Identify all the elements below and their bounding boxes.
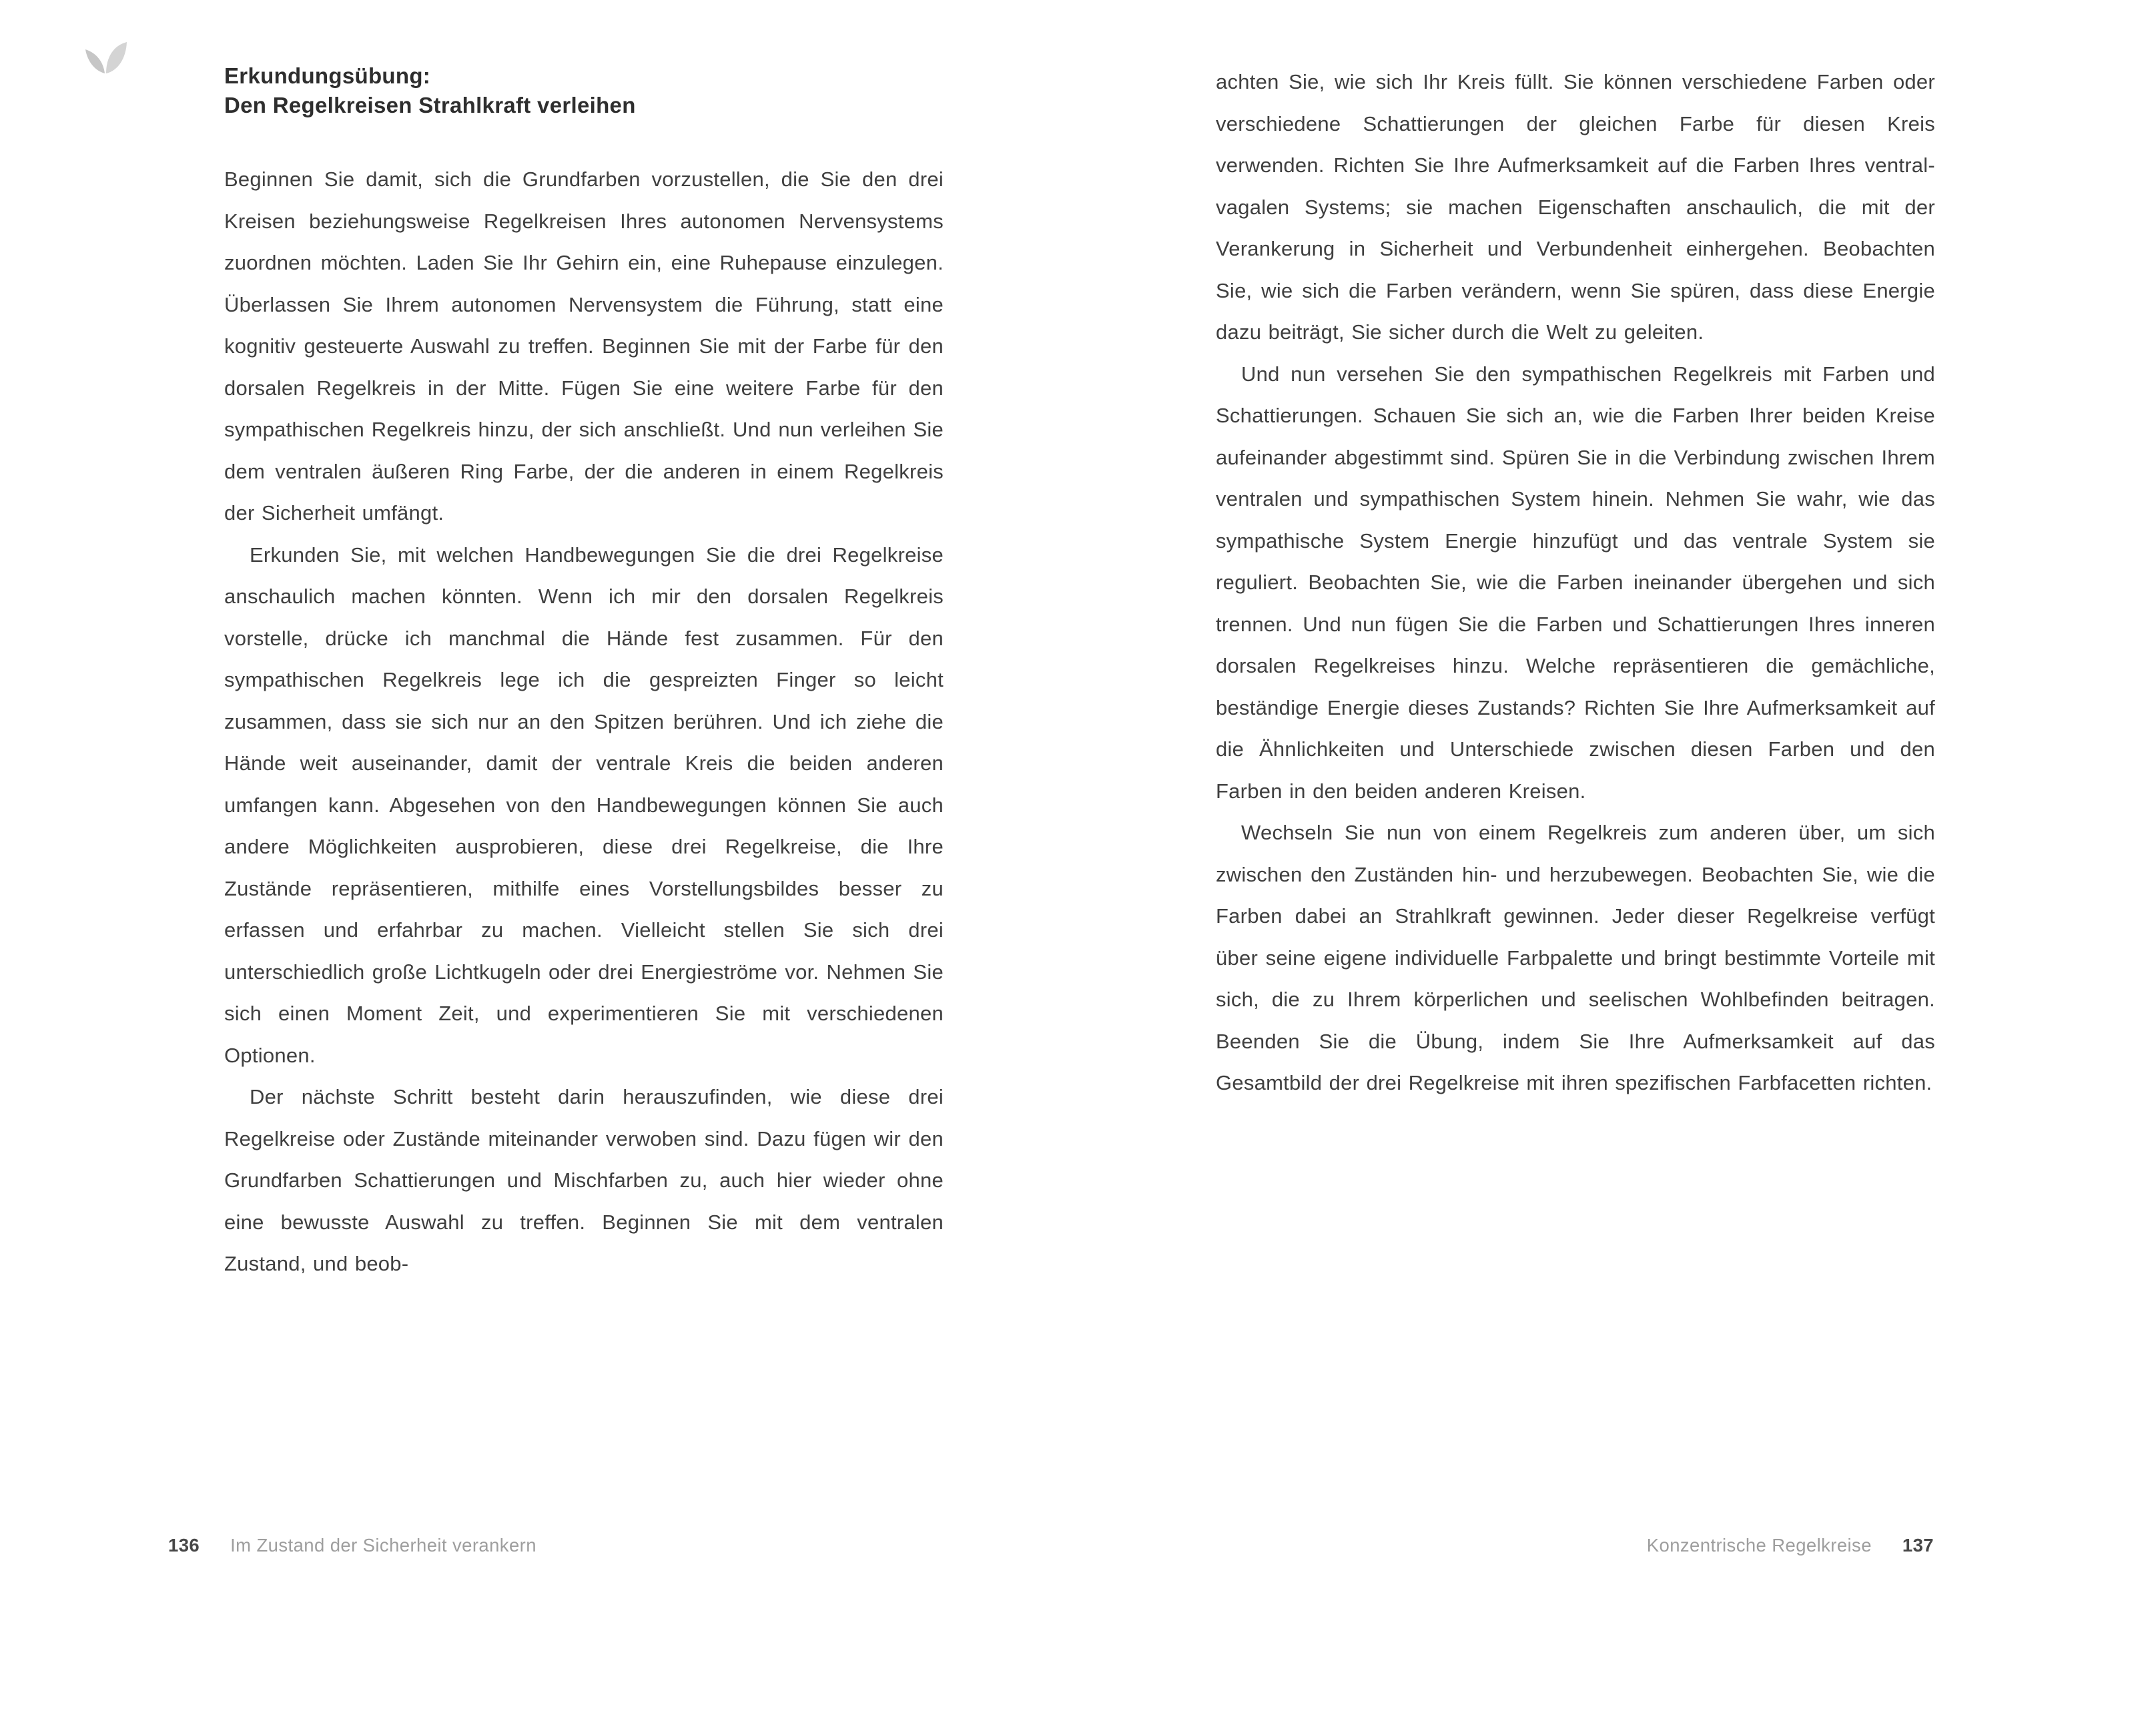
exercise-heading: [224, 61, 944, 120]
left-page: [224, 61, 944, 1285]
paragraph: Beginnen Sie damit, sich die Grundfarben vorzustellen, die Sie den drei Kreisen beziehungsweise Regelkreisen Ihres autonomen Nervensystems zuordnen möchten. Laden Sie Ihr Gehirn ein, eine Ruhepause einzulegen. Überlassen Sie Ihrem autonomen Nervensystem die Führung, statt eine kognitiv gesteuerte Auswahl zu treffen. Beginnen Sie mit der Farbe für den dorsalen Regelkreis in der Mitte. Fügen Sie eine weitere Farbe für den sympathischen Regelkreis hinzu, der sich anschließt. Und nun verleihen Sie dem ventralen äußeren Ring Farbe, der die anderen in einem Regelkreis der Sicherheit umfängt.: [224, 167, 944, 525]
paragraph: Der nächste Schritt besteht darin herauszufinden, wie diese drei Regelkreise oder Zustände miteinander verwoben sind. Dazu fügen wir den Grundfarben Schattierungen und Mischfarben zu, auch hier wieder ohne eine bewusste Auswahl zu treffen. Beginnen Sie mit dem ventralen Zustand, und beob-: [224, 1085, 944, 1276]
left-running-title: Im Zustand der Sicherheit verankern: [230, 1535, 536, 1556]
exercise-heading-line1: Erkundungsübung:: [224, 63, 431, 88]
exercise-heading-line2: Den Regelkreisen Strahlkraft verleihen: [224, 93, 636, 118]
right-running-title: Konzentrische Regelkreise: [1646, 1535, 1872, 1556]
paragraph: Erkunden Sie, mit welchen Handbewegungen Sie die drei Regelkreise anschaulich machen könnten. Wenn ich mir den dorsalen Regelkreis vorstelle, drücke ich manchmal die Hände fest zusammen. Für den sympathischen Regelkreis lege ich die gespreizten Finger so leicht zusammen, dass sie sich nur an den Spitzen berühren. Und ich ziehe die Hände weit auseinander, damit der ventrale Kreis die beiden anderen umfangen kann. Abgesehen von den Handbewegungen können Sie auch andere Möglichkeiten ausprobieren, diese drei Regelkreise, die Ihre Zustände repräsentieren, mithilfe eines Vorstellungsbildes besser zu erfassen und erfahrbar zu machen. Vielleicht stellen Sie sich drei unterschiedlich große Lichtkugeln oder drei Energieströme vor. Nehmen Sie sich einen Moment Zeit, und experimentieren Sie mit verschiedenen Optionen.: [224, 543, 944, 1067]
paragraph: achten Sie, wie sich Ihr Kreis füllt. Sie können verschiedene Farben oder verschiedene Schattierungen der gleichen Farbe für diesen Kreis verwenden. Richten Sie Ihre Aufmerksamkeit auf die Farben Ihres ventral-vagalen Systems; sie machen Eigenschaften anschaulich, die mit der Verankerung in Sicherheit und Verbundenheit einhergehen. Beobachten Sie, wie sich die Farben verändern, wenn Sie spüren, dass diese Energie dazu beiträgt, Sie sicher durch die Welt zu geleiten.: [1216, 70, 1935, 344]
right-page-number: 137: [1902, 1535, 1934, 1556]
paragraph: Und nun versehen Sie den sympathischen Regelkreis mit Farben und Schattierungen. Schauen Sie sich an, wie die Farben Ihrer beiden Kreise aufeinander abgestimmt sind. Spüren Sie in die Verbindung zwischen Ihrem ventralen und sympathischen System hinein. Nehmen Sie wahr, wie das sympathische System Energie hinzufügt und das ventrale System sie reguliert. Beobachten Sie, wie die Farben ineinander übergehen und sich trennen. Und nun fügen Sie die Farben und Schattierungen Ihres inneren dorsalen Regelkreises hinzu. Welche repräsentieren die gemächliche, beständige Energie dieses Zustands? Richten Sie Ihre Aufmerksamkeit auf die Ähnlichkeiten und Unterschiede zwischen diesen Farben und den Farben in den beiden anderen Kreisen.: [1216, 362, 1935, 803]
left-page-footer: [168, 1535, 536, 1556]
left-page-body: [224, 159, 944, 1285]
right-page-body: [1216, 61, 1935, 1104]
left-page-number: 136: [168, 1535, 200, 1556]
right-page-footer: [1647, 1535, 1934, 1556]
paragraph: Wechseln Sie nun von einem Regelkreis zum anderen über, um sich zwischen den Zuständen hin- und herzubewegen. Beobachten Sie, wie die Farben dabei an Strahlkraft gewinnen. Jeder dieser Regelkreise verfügt über seine eigene individuelle Farbpalette und bringt bestimmte Vorteile mit sich, die zu Ihrem körperlichen und seelischen Wohlbefinden beitragen. Beenden Sie die Übung, indem Sie Ihre Aufmerksamkeit auf das Gesamtbild der drei Regelkreise mit ihren spezifischen Farbfacetten richten.: [1216, 821, 1935, 1094]
right-page: [1216, 61, 1935, 1104]
leaf-icon: [83, 40, 128, 76]
